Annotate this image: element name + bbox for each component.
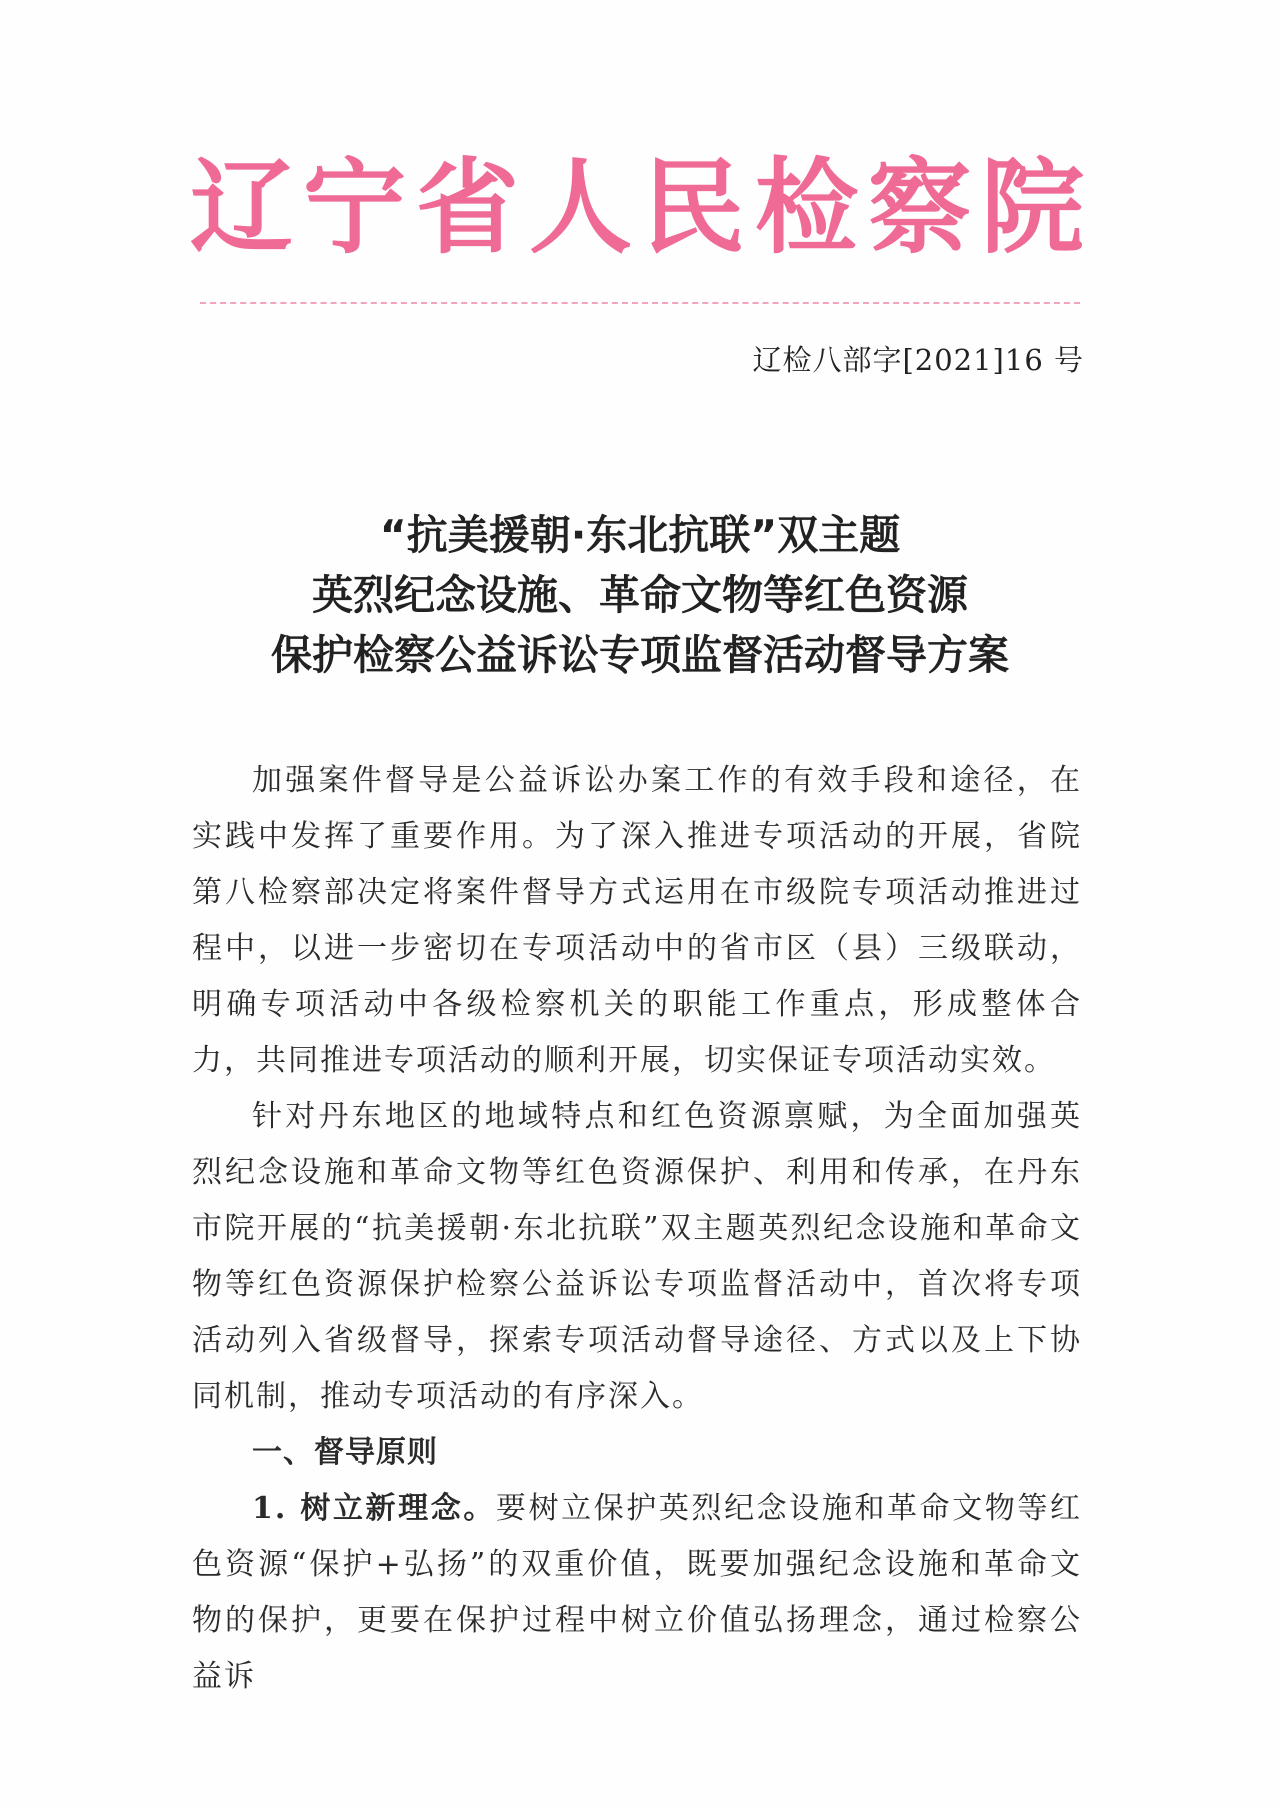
item-label-1: 1. 树立新理念。 <box>252 1491 496 1526</box>
body-paragraph-2: 针对丹东地区的地域特点和红色资源禀赋，为全面加强英烈纪念设施和革命文物等红色资源保护、利用和传承，在丹东市院开展的“抗美援朝·东北抗联”双主题英烈纪念设施和革命文物等红色资源保护检察公益诉讼专项监督活动中，首次将专项活动列入省级督导，探索专项活动督导途径、方式以及上下协同机制，推动专项活动的有序深入。 <box>192 1099 1082 1414</box>
document-title <box>140 505 1140 685</box>
document-body <box>192 753 1082 1705</box>
letterhead-divider <box>200 302 1080 304</box>
body-paragraph-1: 加强案件督导是公益诉讼办案工作的有效手段和途径，在实践中发挥了重要作用。为了深入推进专项活动的开展，省院第八检察部决定将案件督导方式运用在市级院专项活动推进过程中，以进一步密切在专项活动中的省市区（县）三级联动，明确专项活动中各级检察机关的职能工作重点，形成整体合力，共同推进专项活动的顺利开展，切实保证专项活动实效。 <box>192 763 1082 1078</box>
document-number: 辽检八部字[2021]16 号 <box>752 343 1084 377</box>
title-line-3: 保护检察公益诉讼专项监督活动督导方案 <box>271 631 1009 679</box>
section-heading-1: 一、督导原则 <box>252 1435 438 1470</box>
org-letterhead: 辽宁省人民检察院 <box>190 147 1094 268</box>
title-line-2: 英烈纪念设施、革命文物等红色资源 <box>312 571 968 619</box>
title-line-1: “抗美援朝·东北抗联”双主题 <box>379 511 901 559</box>
item-text-1: 要树立保护英烈纪念设施和革命文物等红色资源“保护+弘扬”的双重价值，既要加强纪念设施和革命文物的保护，更要在保护过程中树立价值弘扬理念，通过检察公益诉 <box>192 1491 1083 1694</box>
body-paragraph-3 <box>192 1481 1082 1705</box>
